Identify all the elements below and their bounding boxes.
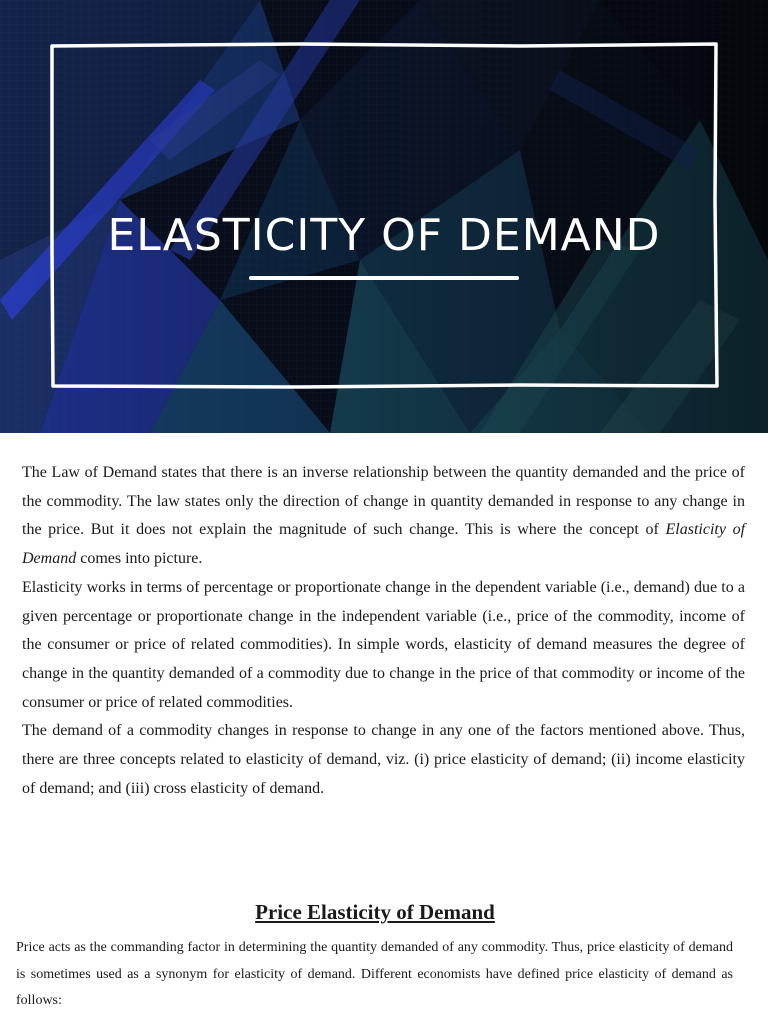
intro-p1-text: The Law of Demand states that there is an inverse relationship between the quantity demanded and the price of the commodity. The law states only the direction of change in quantity demanded in response to any change in the price. But it does not explain the magnitude of such change. This is where the concept of [22, 464, 745, 539]
intro-paragraph-1 [22, 459, 745, 574]
intro-section [22, 459, 745, 803]
slide-title: ELASTICITY OF DEMAND [107, 210, 661, 261]
intro-p1-italic-term: Elasticity of Demand [22, 521, 746, 568]
intro-p1-tail: comes into picture. [76, 550, 203, 568]
price-elasticity-section [16, 935, 733, 1015]
title-underline [249, 276, 519, 280]
intro-paragraph-2: Elasticity works in terms of percentage or proportionate change in the dependent variable (i.e., demand) due to a given percentage or proportionate change in the independent variable (i.e., price of the commodity, income of the consumer or price of related commodities). In simple words, elasticity of demand measures the degree of change in the quantity demanded of a commodity due to change in the price of that commodity or income of the consumer or price of related commodities. [22, 578, 745, 711]
price-elasticity-paragraph-1: Price acts as the commanding factor in determining the quantity demanded of any commodity. Thus, price elasticity of demand is sometimes used as a synonym for elasticity of demand. Different economists have defined price elasticity of demand as follows: [16, 940, 733, 1008]
intro-paragraph-3: The demand of a commodity changes in response to change in any one of the factors mentioned above. Thus, there are three concepts related to elasticity of demand, viz. (i) price elasticity of demand; (ii) income elasticity of demand; and (iii) cross elasticity of demand. [22, 722, 745, 797]
title-slide-banner [0, 0, 768, 433]
section-heading-price-elasticity: Price Elasticity of Demand [255, 900, 495, 924]
